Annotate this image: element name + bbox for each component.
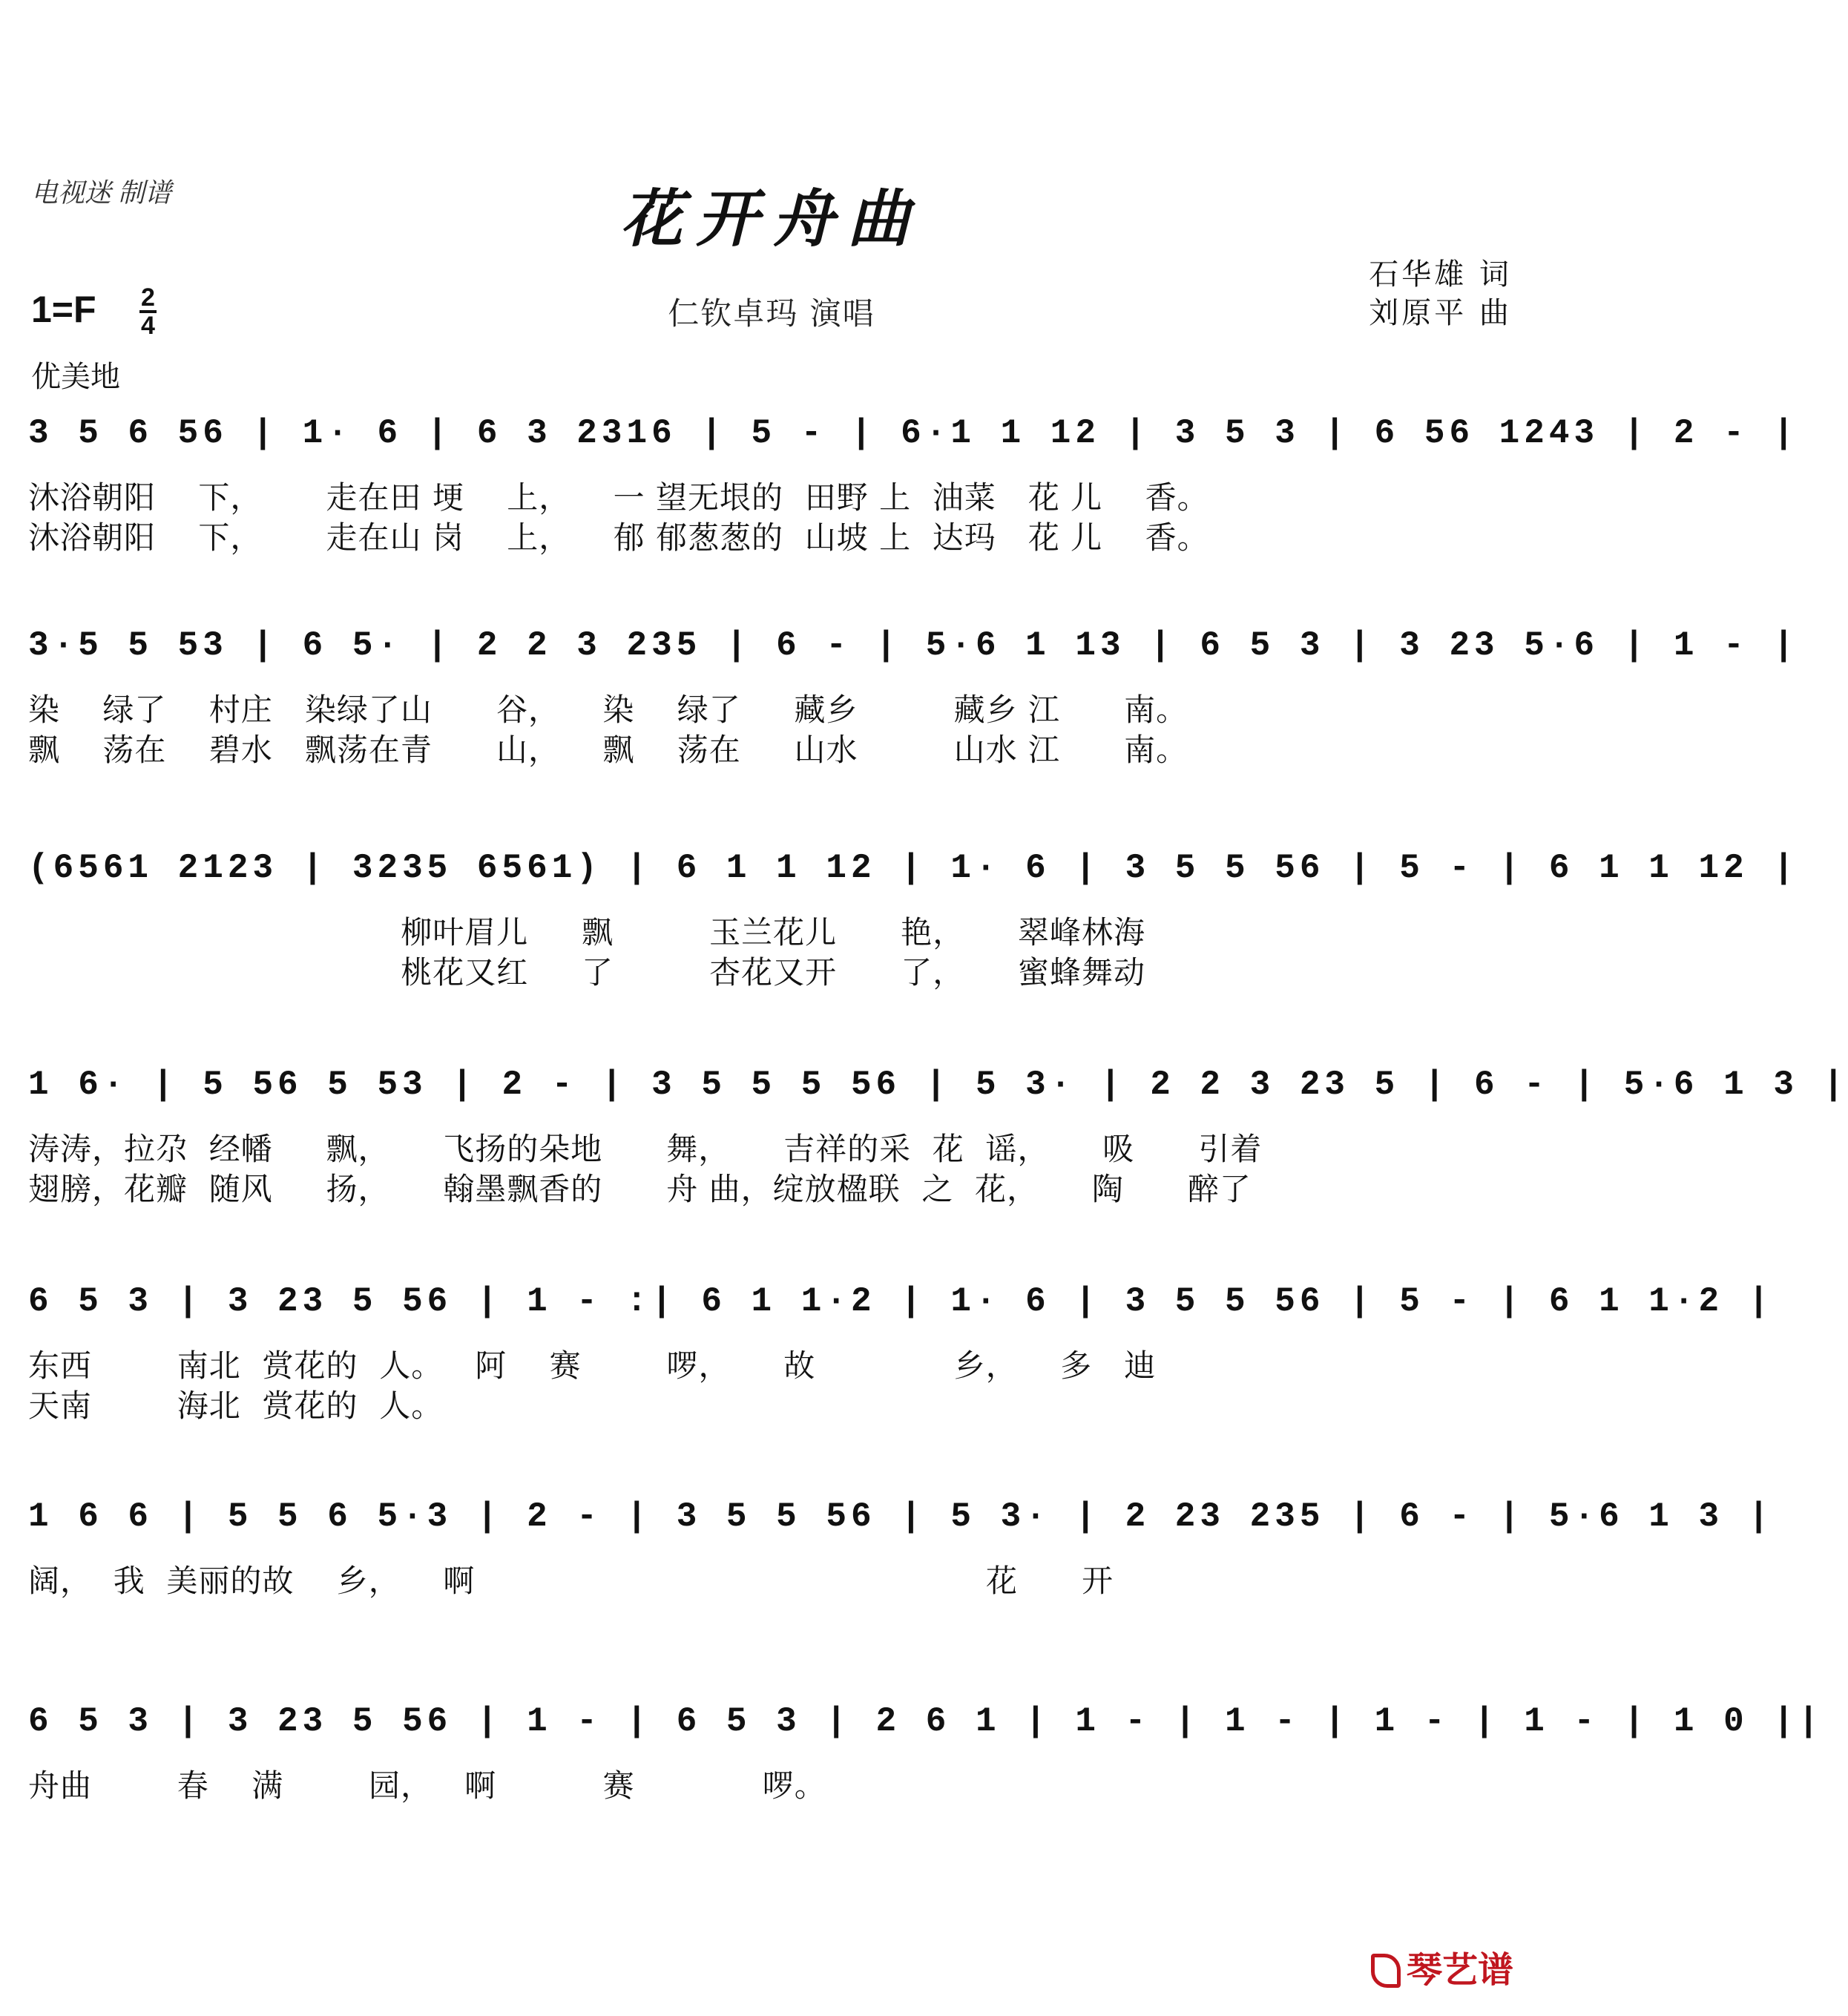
notation-line — [28, 401, 1798, 460]
notes-text: (6561 2123 | 3235 6561) | 6 1 1 12 | 1· 6 | 3 5 5 56 | 5 - | 6 1 1 12 | — [28, 849, 1798, 887]
notation-line — [28, 1269, 1774, 1328]
notation-line — [28, 1689, 1824, 1748]
notes-text: 3 5 6 56 | 1· 6 | 6 3 2316 | 5 - | 6·1 1 12 | 3 5 3 | 6 56 1243 | 2 - | — [28, 414, 1798, 453]
composer-credit: 刘原平 曲 — [1369, 296, 1512, 330]
notation-line — [28, 1484, 1774, 1543]
meter-bottom: 4 — [141, 312, 155, 340]
lyrics-verse-2: 飘 荡在 碧水 飘荡在青 山， 飘 荡在 山水 山水 江 南。 — [28, 732, 1188, 768]
lyrics-verse-1: 阔， 我 美丽的故 乡， 啊 花 开 — [28, 1563, 1114, 1599]
lyrics-verse-2: 桃花又红 了 杏花又开 了， 蜜蜂舞动 — [28, 954, 1146, 991]
notation-line — [28, 1052, 1848, 1112]
notation-line — [28, 835, 1798, 895]
lyrics-verse-2: 沐浴朝阳 下， 走在山 岗 上， 郁 郁葱葱的 山坡 上 达玛 花 儿 香。 — [28, 519, 1209, 556]
lyrics-verse-2: 天南 海北 赏花的 人。 — [28, 1388, 444, 1424]
notation-line — [28, 613, 1798, 672]
notes-text: 6 5 3 | 3 23 5 56 | 1 - | 6 5 3 | 2 6 1 | 1 - | 1 - | 1 - | 1 - | 1 0 || — [28, 1702, 1824, 1741]
notes-text: 6 5 3 | 3 23 5 56 | 1 - :| 6 1 1·2 | 1· 6 | 3 5 5 56 | 5 - | 6 1 1·2 | — [28, 1282, 1774, 1321]
lyrics-verse-1: 染 绿了 村庄 染绿了山 谷， 染 绿了 藏乡 藏乡 江 南。 — [28, 692, 1188, 728]
meter-top: 2 — [141, 283, 155, 312]
lyrics-verse-1: 柳叶眉儿 飘 玉兰花儿 艳， 翠峰林海 — [28, 914, 1146, 950]
tempo-marking: 优美地 — [31, 360, 120, 394]
lyrics-verse-1: 舟曲 春 满 园， 啊 赛 啰。 — [28, 1767, 826, 1804]
time-signature — [139, 285, 157, 338]
singer-credit: 仁钦卓玛 演唱 — [668, 295, 875, 332]
arranger-credit: 电视迷 制谱 — [31, 178, 172, 208]
qinyipu-logo-icon — [1371, 1954, 1401, 1988]
key-signature: 1=F — [31, 289, 96, 330]
notes-text: 1 6· | 5 56 5 53 | 2 - | 3 5 5 5 56 | 5 3· | 2 2 3 23 5 | 6 - | 5·6 1 3 | — [28, 1066, 1848, 1104]
lyrics-verse-1: 沐浴朝阳 下， 走在田 埂 上， 一 望无垠的 田野 上 油菜 花 儿 香。 — [28, 479, 1209, 516]
logo-text: 琴艺谱 — [1406, 1949, 1513, 1991]
lyrics-verse-1: 东西 南北 赏花的 人。 阿 赛 啰， 故 乡， 多 迪 — [28, 1347, 1157, 1384]
site-logo — [1371, 1941, 1513, 1992]
notes-text: 1 6 6 | 5 5 6 5·3 | 2 - | 3 5 5 56 | 5 3· | 2 23 235 | 6 - | 5·6 1 3 | — [28, 1497, 1774, 1536]
lyrics-verse-1: 涛涛，拉尕 经幡 飘， 飞扬的朵地 舞， 吉祥的采 花 谣， 吸 引着 — [28, 1131, 1263, 1167]
notes-text: 3·5 5 53 | 6 5· | 2 2 3 235 | 6 - | 5·6 1 13 | 6 5 3 | 3 23 5·6 | 1 - | — [28, 626, 1798, 665]
lyrics-verse-2: 翅膀，花瓣 随风 扬， 翰墨飘香的 舟 曲，绽放楹联 之 花， 陶 醉了 — [28, 1171, 1252, 1207]
lyricist-credit: 石华雄 词 — [1369, 257, 1512, 292]
song-title: 花开舟曲 — [619, 182, 923, 255]
